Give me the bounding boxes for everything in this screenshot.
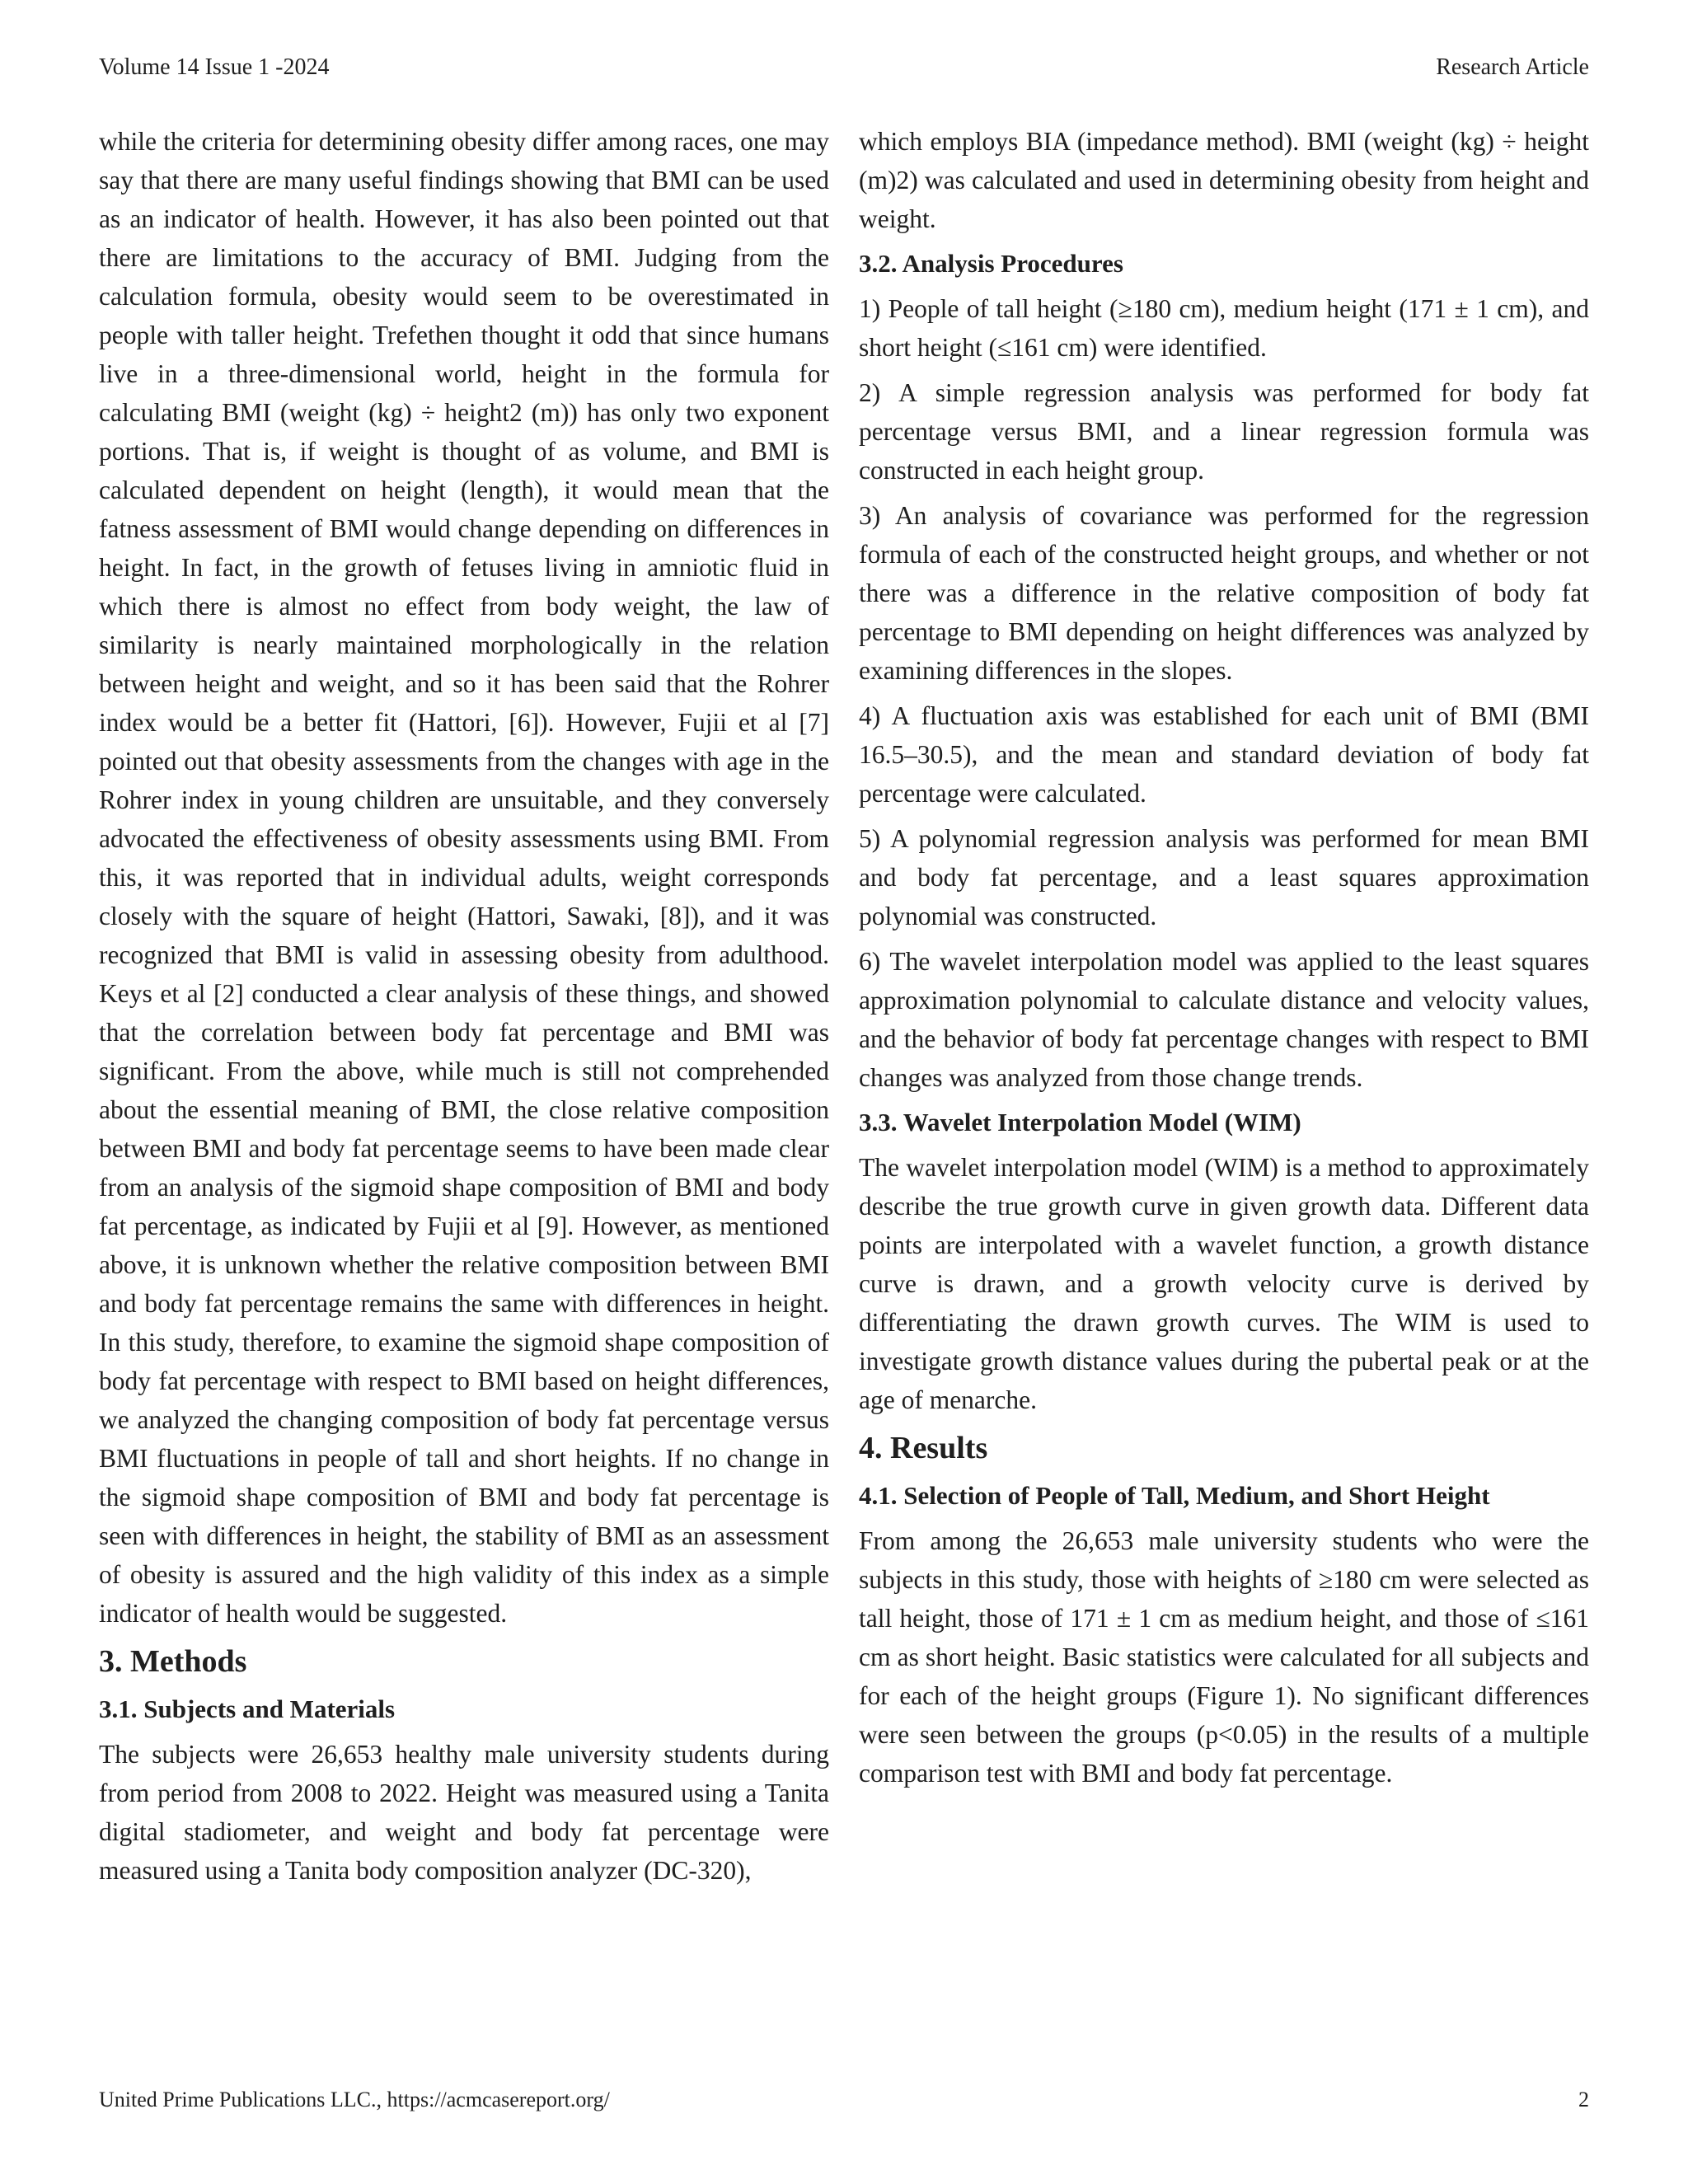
wim-paragraph: The wavelet interpolation model (WIM) is a method to approximately describe the true growth curve in given growth data. Different data points are interpolated with a wavelet function, a growth distance curve is drawn, and a growth velocity curve is derived by differentiating the drawn growth curves. The WIM is used to investigate growth distance values during the pubertal peak or at the age of menarche. [859,1153,1589,1414]
intro-paragraph: while the criteria for determining obesity differ among races, one may say that there are many useful findings showing that BMI can be used as an indicator of health. However, it has also been pointed out that there are limitations to the accuracy of BMI. Judging from the calculation formula, obesity would seem to be overestimated in people with taller height. Trefethen thought it odd that since humans live in a three-dimensional world, height in the formula for calculating BMI (weight (kg) ÷ height2 (m)) has only two exponent portions. That is, if weight is thought of as volume, and BMI is calculated dependent on height (length), it would mean that the fatness assessment of BMI would change depending on differences in height. In fact, in the growth of fetuses living in amniotic fluid in which there is almost no effect from body weight, the law of similarity is nearly maintained morphologically in the relation between height and weight, and so it has been said that the Rohrer index would be a better fit (Hattori, [6]). However, Fujii et al [7] pointed out that obesity assessments from the changes with age in the Rohrer index in young children are unsuitable, and they conversely advocated the effectiveness of obesity assessments using BMI. From this, it was reported that in individual adults, weight corresponds closely with the square of height (Hattori, Sawaki, [8]), and it was recognized that BMI is valid in assessing obesity from adulthood. Keys et al [2] conducted a clear analysis of these things, and showed that the correlation between body fat percentage and BMI was significant. From the above, while much is still not comprehended about the essential meaning of BMI, the close relative composition between BMI and body fat percentage seems to have been made clear from an analysis of the sigmoid shape composition of BMI and body fat percentage, as indicated by Fujii et al [9]. However, as mentioned above, it is unknown whether the relative composition between BMI and body fat percentage remains the same with differences in height. In this study, therefore, to examine the sigmoid shape composition of body fat percentage with respect to BMI based on height differences, we analyzed the changing composition of body fat percentage versus BMI fluctuations in people of tall and short heights. If no change in the sigmoid shape composition of BMI and body fat percentage is seen with differences in height, the stability of BMI as an assessment of obesity is assured and the high validity of this index as a simple indicator of health would be suggested. [99,127,829,1628]
analysis-step-6: 6) The wavelet interpolation model was applied to the least squares approximation polynomial to calculate distance and velocity values, and the behavior of body fat percentage changes with respect to BMI changes was analyzed from those change trends. [859,947,1589,1092]
analysis-step-5: 5) A polynomial regression analysis was performed for mean BMI and body fat percentage, and a least squares approximation polynomial was constructed. [859,824,1589,930]
methods-heading: 3. Methods [99,1644,247,1679]
subjects-continued-paragraph: which employs BIA (impedance method). BMI (weight (kg) ÷ height (m)2) was calculated and used in determining obesity from height and weight. [859,127,1589,233]
page-footer [99,2083,1589,2116]
analysis-step-4: 4) A fluctuation axis was established for each unit of BMI (BMI 16.5–30.5), and the mean and standard deviation of body fat percentage were calculated. [859,701,1589,808]
selection-heading: 4.1. Selection of People of Tall, Medium, and Short Height [859,1481,1490,1510]
article-type: Research Article [1436,54,1589,80]
analysis-step-1: 1) People of tall height (≥180 cm), medium height (171 ± 1 cm), and short height (≤161 cm) were identified. [859,294,1589,362]
publisher-footer: United Prime Publications LLC., https://acmcasereport.org/ [99,2088,610,2111]
analysis-step-3: 3) An analysis of covariance was performed for the regression formula of each of the constructed height groups, and whether or not there was a difference in the relative composition of body fat percentage to BMI depending on height differences was analyzed by examining differences in the slopes. [859,501,1589,685]
subjects-heading: 3.1. Subjects and Materials [99,1694,396,1723]
analysis-step-2: 2) A simple regression analysis was performed for body fat percentage versus BMI, and a linear regression formula was constructed in each height group. [859,378,1589,485]
wim-heading: 3.3. Wavelet Interpolation Model (WIM) [859,1108,1301,1137]
page-number: 2 [1578,2088,1589,2111]
volume-issue: Volume 14 Issue 1 -2024 [99,54,330,80]
left-column [99,122,829,1896]
selection-paragraph: From among the 26,653 male university students who were the subjects in this study, those with heights of ≥180 cm were selected as tall height, those of 171 ± 1 cm as medium height, and those of ≤161 cm as short height. Basic statistics were calculated for all subjects and for each of the height groups (Figure 1). No significant differences were seen between the groups (p<0.05) in the results of a multiple comparison test with BMI and body fat percentage. [859,1526,1589,1788]
analysis-heading: 3.2. Analysis Procedures [859,249,1123,278]
subjects-paragraph: The subjects were 26,653 healthy male university students during from period from 2008 to 2022. Height was measured using a Tanita digital stadiometer, and weight and body fat percentage were measured using a Tanita body composition analyzer (DC-320), [99,1740,829,1885]
results-heading: 4. Results [859,1431,988,1465]
running-head [99,51,1589,84]
right-column [859,122,1589,1799]
